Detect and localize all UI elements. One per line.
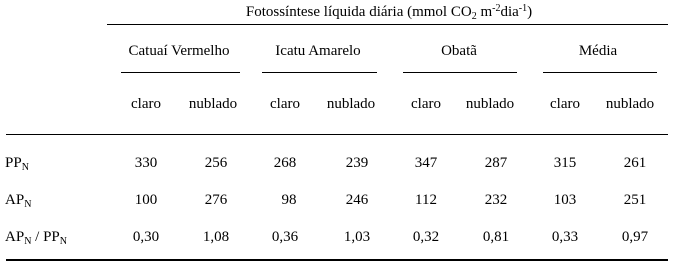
- table-cell: 330: [134, 155, 158, 171]
- group-rule-media: [543, 72, 657, 73]
- group-rule-obata: [403, 72, 517, 73]
- table-cell: 232: [484, 192, 508, 208]
- bottom-rule: [6, 259, 668, 261]
- table-cell: 1,03: [343, 229, 371, 245]
- condition-label: claro: [411, 96, 441, 112]
- condition-label: claro: [131, 96, 161, 112]
- table-cell: 100: [134, 192, 158, 208]
- table-cell: 1,08: [202, 229, 230, 245]
- table-cell: 268: [273, 155, 297, 171]
- row-label-apn: $AP_N$: [5, 192, 32, 210]
- table-cell: 315: [553, 155, 577, 171]
- condition-label: nublado: [465, 96, 515, 112]
- row-label-ppn: $PP_N$: [5, 155, 29, 173]
- group-label-media: Média: [578, 43, 618, 59]
- header-rule: [6, 134, 668, 135]
- table-cell: 246: [345, 192, 369, 208]
- group-label-icatu: Icatu Amarelo: [275, 43, 361, 59]
- table-cell: 239: [345, 155, 369, 171]
- condition-label: nublado: [188, 96, 238, 112]
- table-cell: 0,97: [621, 229, 649, 245]
- row-label-ratio: $AP_N / PP_N$: [5, 229, 68, 247]
- table-cell: 0,32: [412, 229, 440, 245]
- table-cell: 0,36: [271, 229, 299, 245]
- condition-label: nublado: [605, 96, 655, 112]
- condition-label: claro: [270, 96, 300, 112]
- table-cell: 0,81: [482, 229, 510, 245]
- table-cell: 256: [204, 155, 228, 171]
- table-cell: 0,33: [551, 229, 579, 245]
- condition-label: claro: [550, 96, 580, 112]
- table-cell: 347: [414, 155, 438, 171]
- table-cell: 112: [415, 192, 437, 208]
- table-cell: 0,30: [132, 229, 160, 245]
- table-title: Fotossíntese líquida diária (mmol $CO_2$ $m^{-2}dia^{-1}$): [245, 3, 533, 22]
- group-label-obata: Obatã: [441, 43, 477, 59]
- table-cell: 103: [553, 192, 577, 208]
- condition-label: nublado: [326, 96, 376, 112]
- group-label-catuai: Catuaí Vermelho: [128, 43, 230, 59]
- table-cell: 261: [623, 155, 647, 171]
- group-rule-catuai: [121, 72, 240, 73]
- table-cell: 251: [623, 192, 647, 208]
- table-cell: 98: [281, 192, 297, 208]
- table-cell: 276: [204, 192, 228, 208]
- group-rule-icatu: [262, 72, 377, 73]
- title-rule: [107, 24, 668, 25]
- table-cell: 287: [484, 155, 508, 171]
